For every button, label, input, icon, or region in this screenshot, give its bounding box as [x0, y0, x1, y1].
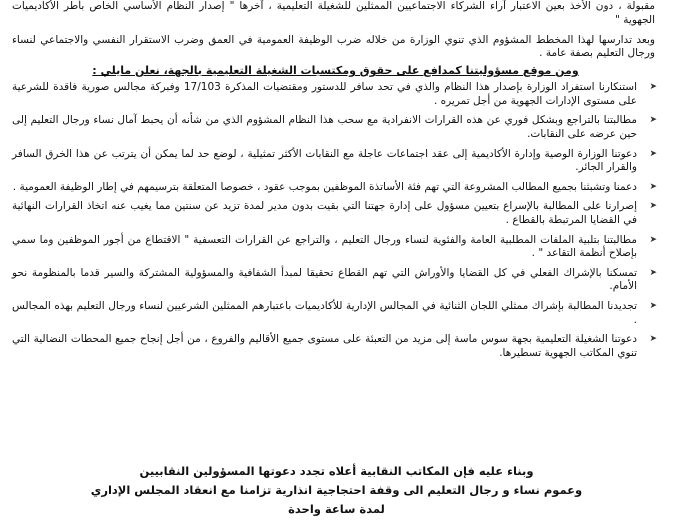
demand-text: دعوتنا الوزارة الوصية وإدارة الأكاديمية إلى عقد اجتماعات عاجلة مع النقابات الأكثر تمثيلية ، لوضع حد لما يمكن أن يترتب عن هذا الخرق السافر والقرار الجائر.: [12, 147, 637, 174]
demand-item: [12, 300, 659, 327]
arrow-bullet-icon: ➤: [649, 334, 657, 345]
demand-text: دعمنا وتشبثنا بجميع المطالب المشروعة التي تهم فئة الأساتذة الموظفين بموجب عقود ، خصوصا المتعلقة بترسيمهم في إطار الوظيفة العمومية .: [12, 180, 637, 193]
closing-line-3: لمدة ساعة واحدة: [288, 502, 385, 516]
closing-call: [0, 462, 673, 519]
demand-text: مطالبتنا بالتراجع وبشكل فوري عن هذه القرارات الانفرادية مع سحب هذا النظام المشؤوم الذي من شأنه أن يحبط آمال نساء ورجال التعليم إلى حين عرضه على النقابات.: [12, 114, 637, 140]
arrow-bullet-icon: ➤: [649, 181, 657, 192]
arrow-bullet-icon: ➤: [649, 201, 657, 212]
demand-text: مطالبتنا بتلبية الملفات المطلبية العامة والفئوية لنساء ورجال التعليم ، والتراجع عن القرارات التعسفية " الاقتطاع من أجور الموظفين وما سمي بإصلاح أنظمة التقاعد " .: [12, 233, 637, 260]
arrow-bullet-icon: ➤: [649, 234, 657, 245]
arrow-bullet-icon: ➤: [649, 267, 657, 278]
demand-item: [12, 148, 659, 175]
closing-line-2: وعموم نساء و رجال التعليم الى وقفة احتجاجية انذارية تزامنا مع انعقاد المجلس الإداري: [90, 483, 583, 497]
demand-text: تمسكنا بالإشراك الفعلي في كل القضايا والأوراش التي تهم القطاع تحقيقا لمبدأ الشفافية والمسؤولية المشتركة والسير قدما بالمنظومة نحو الأمام.: [12, 266, 637, 293]
demand-item: [12, 267, 659, 294]
demand-item: [12, 234, 659, 261]
demand-text: تجديدنا المطالبة بإشراك ممثلي اللجان الثنائية في المجالس الإدارية للأكاديميات باعتبارهم الممثلين الشرعيين لنساء ورجال التعليم بهذه المجالس .: [12, 299, 637, 326]
arrow-bullet-icon: ➤: [649, 115, 657, 126]
closing-line-1: وبناء عليه فإن المكاتب النقابية أعلاه تجدد دعوتها المسؤولين النقابيين: [139, 464, 534, 478]
demands-list: [12, 81, 659, 360]
section-heading: ومن موقع مسؤوليتنا كمدافع على حقوق ومكتسبات الشغيلة التعليمية بالجهة، نعلن مايلي :: [92, 64, 579, 78]
intro-paragraph-2: وبعد تدارسها لهذا المخطط المشؤوم الذي تنوي الوزارة من خلاله ضرب الوظيفة العمومية في العمق وضرب الاستقرار النفسي والاجتماعي لنساء ورجال التعليم بصفة عامة .: [12, 33, 655, 60]
intro-paragraph-1: مقبولة ، دون الأخذ بعين الاعتبار آراء الشركاء الاجتماعيين الممثلين للشغيلة التعليمية ، آخرها " إصدار النظام الأساسي الخاص بأطر الأكاديميات الجهوية ": [12, 0, 655, 26]
arrow-bullet-icon: ➤: [649, 148, 657, 159]
demand-text: دعوتنا الشغيلة التعليمية بجهة سوس ماسة إلى مزيد من التعبئة على مستوى جميع الأقاليم والفروع ، من أجل إنجاح جميع المحطات النضالية التي تنوي المكاتب الجهوية تسطيرها.: [12, 333, 637, 359]
demand-item: [12, 200, 659, 227]
demand-text: استنكارنا استفراد الوزارة بإصدار هذا النظام والذي في تحد سافر للدستور ومقتضيات المذكرة 17/103 وفبركة مجالس صورية فاقدة للشرعية على مستوى الإدارات الجهوية من أجل تمريره .: [12, 81, 637, 107]
arrow-bullet-icon: ➤: [649, 300, 657, 311]
arrow-bullet-icon: ➤: [649, 82, 657, 93]
demand-item: [12, 333, 659, 360]
demand-text: إصرارنا على المطالبة بالإسراع بتعيين مسؤول على إدارة جهتنا التي بقيت بدون مدير لمدة تزيد عن سنتين مما يغيب عنه اتخاذ القرارات النهائية في القضايا المرتبطة بالقطاع .: [12, 200, 637, 226]
intro-section: [12, 0, 659, 61]
demand-item: [12, 81, 659, 108]
demand-item: [12, 114, 659, 141]
demand-item: [12, 181, 659, 195]
